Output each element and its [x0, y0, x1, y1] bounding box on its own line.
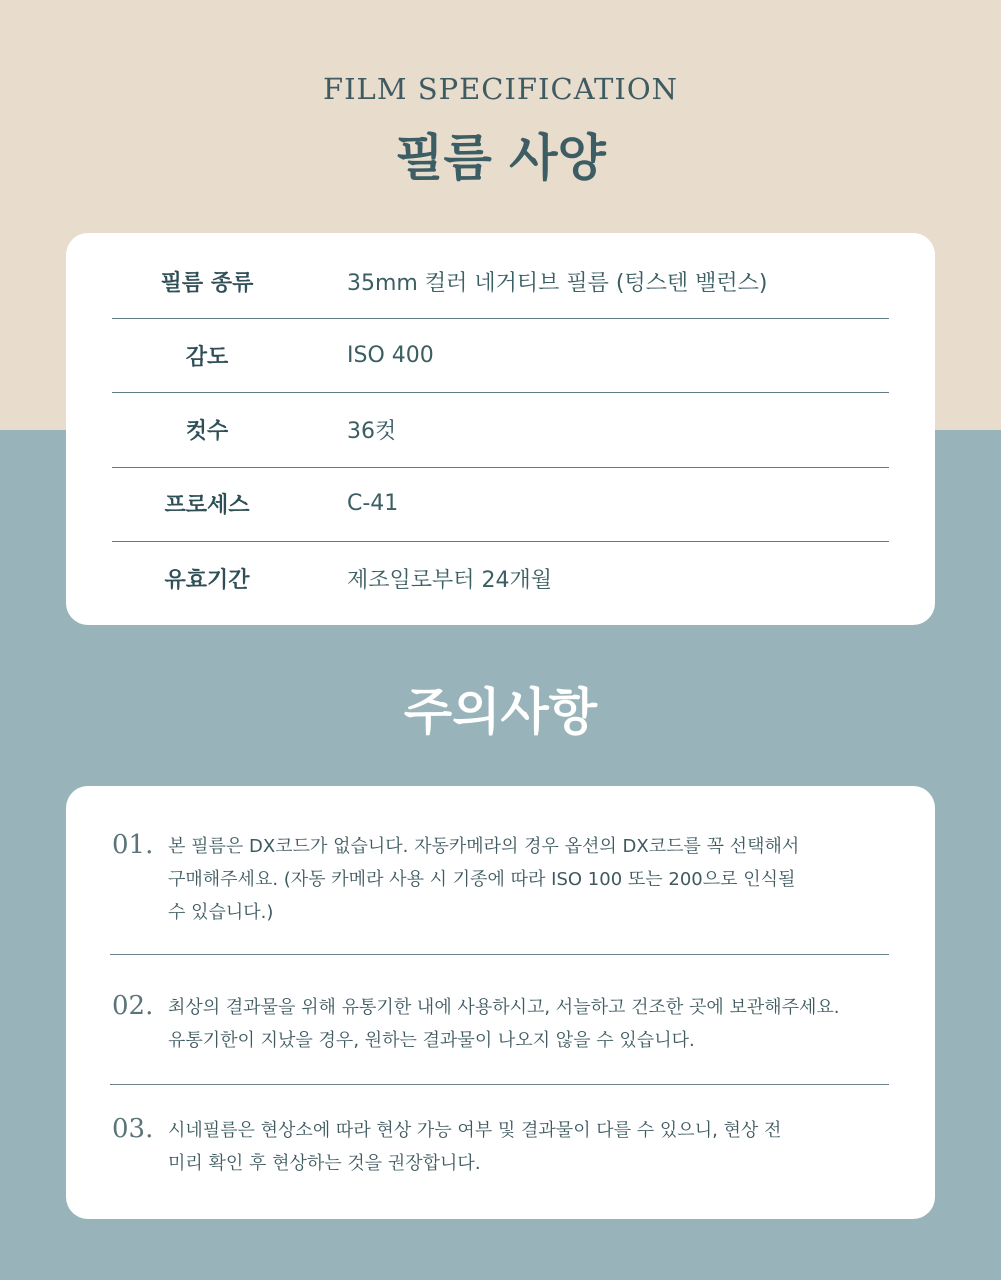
spec-row-expiry [112, 552, 889, 604]
spec-divider [112, 467, 889, 468]
note-text: 최상의 결과물을 위해 유통기한 내에 사용하시고, 서늘하고 건조한 곳에 보관해주세요. 유통기한이 지났을 경우, 원하는 결과물이 나오지 않을 수 있습니다. [168, 997, 840, 1051]
spec-label: 감도 [185, 344, 229, 370]
spec-label: 프로세스 [164, 492, 250, 518]
spec-divider [112, 318, 889, 319]
note-item [112, 1114, 889, 1194]
spec-value: ISO 400 [347, 342, 434, 368]
note-number: 03. [112, 1114, 154, 1144]
spec-row-sensitivity [112, 329, 889, 381]
spec-card [66, 233, 935, 625]
spec-row-exposures [112, 403, 889, 455]
note-item [112, 991, 889, 1071]
spec-divider [112, 541, 889, 542]
spec-label: 유효기간 [164, 567, 250, 593]
note-item [112, 830, 889, 940]
note-number: 01. [112, 830, 154, 860]
spec-label: 컷수 [185, 418, 229, 444]
note-divider [110, 954, 889, 955]
notes-card [66, 786, 935, 1219]
spec-value: C-41 [347, 490, 399, 516]
note-text: 시네필름은 현상소에 따라 현상 가능 여부 및 결과물이 다를 수 있으니, 현상 전 미리 확인 후 현상하는 것을 권장합니다. [168, 1120, 782, 1174]
note-divider [110, 1084, 889, 1085]
spec-divider [112, 392, 889, 393]
note-text: 본 필름은 DX코드가 없습니다. 자동카메라의 경우 옵션의 DX코드를 꼭 선택해서 구매해주세요. (자동 카메라 사용 시 기종에 따라 ISO 100 또는 200으로 인식될 수 있습니다.) [168, 836, 800, 923]
spec-row-process [112, 477, 889, 529]
spec-label: 필름 종류 [160, 270, 254, 296]
spec-value: 제조일로부터 24개월 [347, 567, 553, 593]
spec-value: 35mm 컬러 네거티브 필름 (텅스텐 밸런스) [347, 270, 768, 296]
page-title: 필름 사양 [395, 129, 606, 187]
notes-title: 주의사항 [403, 683, 598, 741]
spec-value: 36컷 [347, 418, 397, 444]
spec-row-film-type [112, 255, 889, 307]
section-eyebrow: FILM SPECIFICATION [322, 72, 678, 106]
note-number: 02. [112, 991, 154, 1021]
